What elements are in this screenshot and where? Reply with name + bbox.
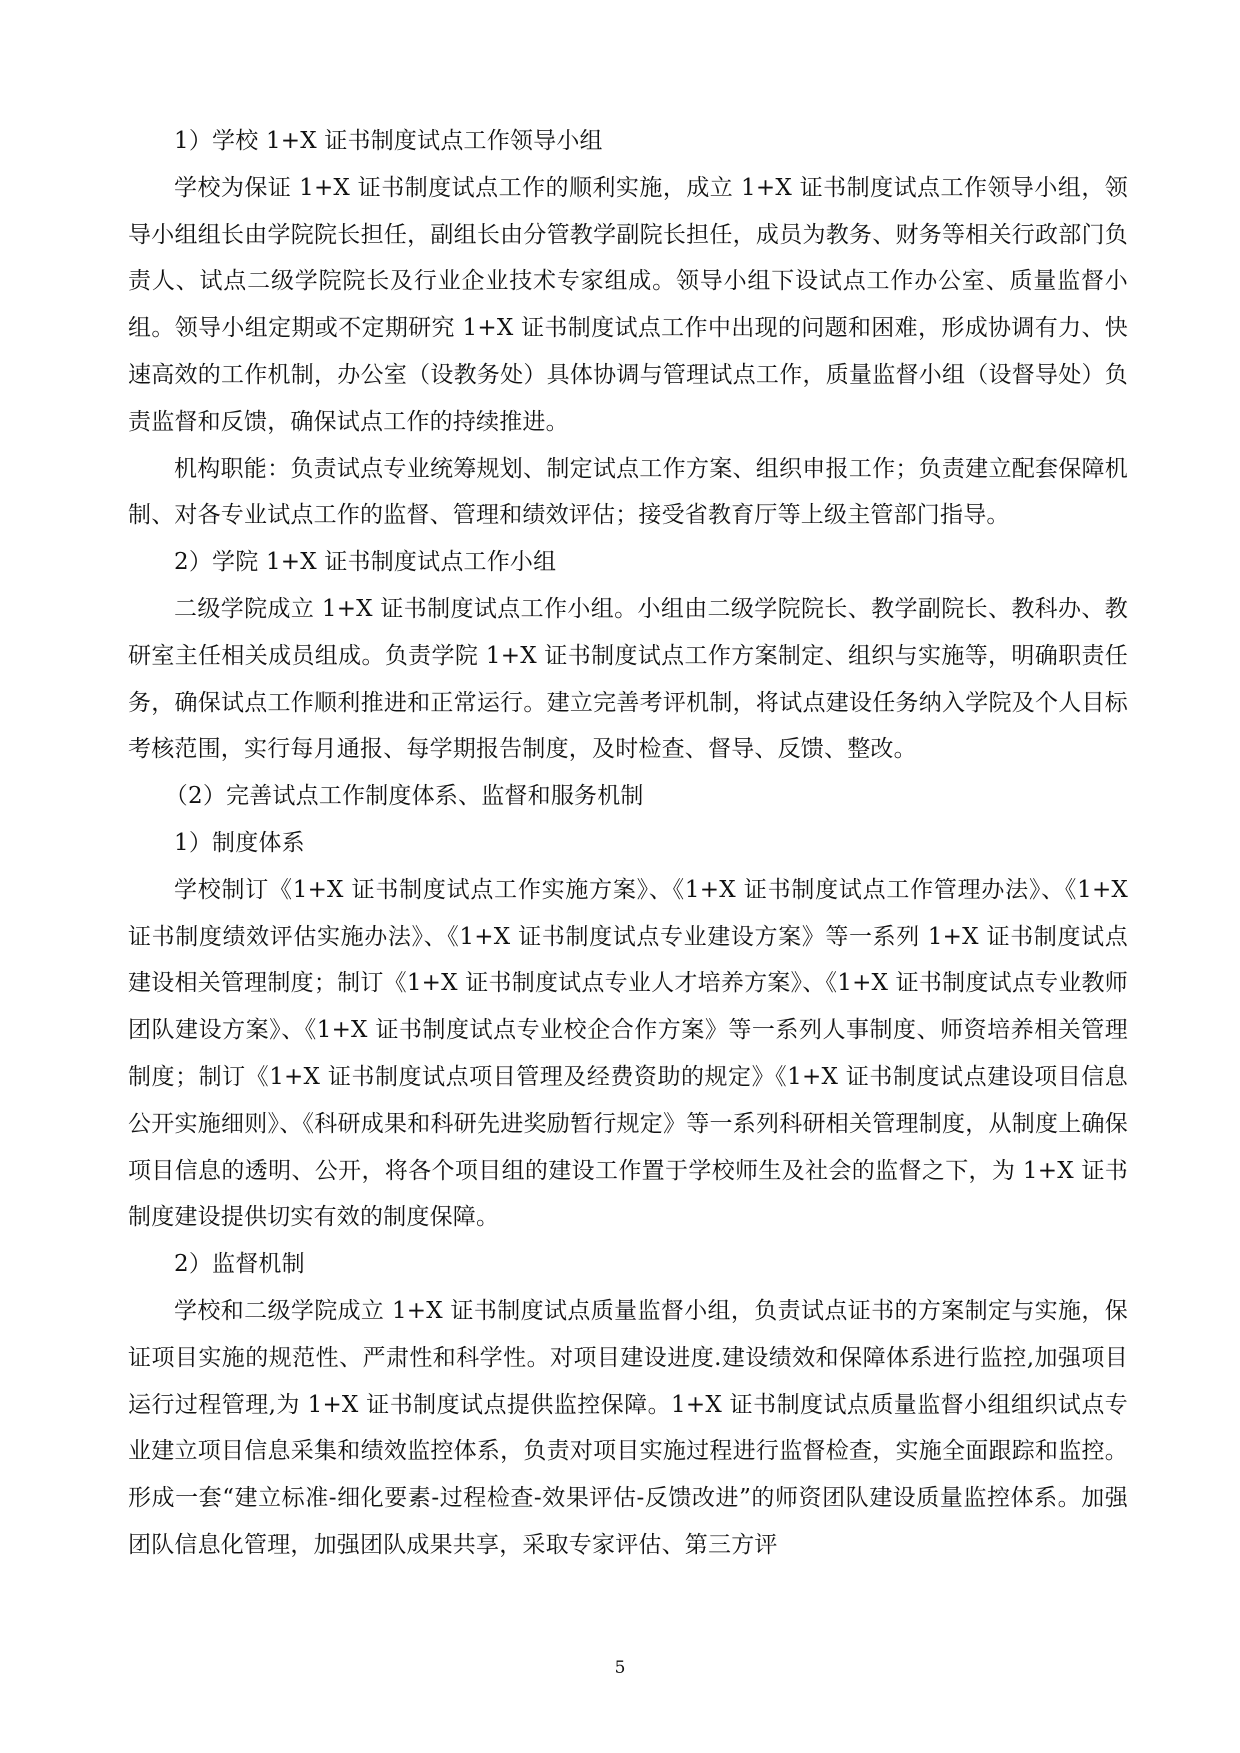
paragraph-leading-group-description: 学校为保证 1+X 证书制度试点工作的顺利实施，成立 1+X 证书制度试点工作领导小组，领导小组组长由学院院长担任，副组长由分管教学副院长担任，成员为教务、财务等相关行政部门负责人、试点二级学院院长及行业企业技术专家组成。领导小组下设试点工作办公室、质量监督小组。领导小组定期或不定期研究 1+X 证书制度试点工作中出现的问题和困难，形成协调有力、快速高效的工作机制，办公室（设教务处）具体协调与管理试点工作，质量监督小组（设督导处）负责监督和反馈，确保试点工作的持续推进。 — [128, 174, 1128, 435]
document-body — [128, 118, 1128, 1569]
paragraph-supervision-mechanism: 学校和二级学院成立 1+X 证书制度试点质量监督小组，负责试点证书的方案制定与实施，保证项目实施的规范性、严肃性和科学性。对项目建设进度.建设绩效和保障体系进行监控,加强项目运行过程管理,为 1+X 证书制度试点提供监控保障。1+X 证书制度试点质量监督小组组织试点专业建立项目信息采集和绩效监控体系，负责对项目实施过程进行监督检查，实施全面跟踪和监控。形成一套“建立标准-细化要素-过程检查-效果评估-反馈改进”的师资团队建设质量监控体系。加强团队信息化管理，加强团队成果共享，采取专家评估、第三方评 — [128, 1297, 1128, 1558]
paragraph-college-working-group: 二级学院成立 1+X 证书制度试点工作小组。小组由二级学院院长、教学副院长、教科办、教研室主任相关成员组成。负责学院 1+X 证书制度试点工作方案制定、组织与实施等，明确职责任务，确保试点工作顺利推进和正常运行。建立完善考评机制，将试点建设任务纳入学院及个人目标考核范围，实行每月通报、每学期报告制度，及时检查、督导、反馈、整改。 — [128, 595, 1128, 763]
page-number: 5 — [614, 1658, 626, 1678]
paragraph-system-regulations: 学校制订《1+X 证书制度试点工作实施方案》、《1+X 证书制度试点工作管理办法》、《1+X 证书制度绩效评估实施办法》、《1+X 证书制度试点专业建设方案》等一系列 1+X 证书制度试点建设相关管理制度；制订《1+X 证书制度试点专业人才培养方案》、《1+X 证书制度试点专业教师团队建设方案》、《1+X 证书制度试点专业校企合作方案》等一系列人事制度、师资培养相关管理制度；制订《1+X 证书制度试点项目管理及经费资助的规定》《1+X 证书制度试点建设项目信息公开实施细则》、《科研成果和科研先进奖励暂行规定》等一系列科研相关管理制度，从制度上确保项目信息的透明、公开，将各个项目组的建设工作置于学校师生及社会的监督之下，为 1+X 证书制度建设提供切实有效的制度保障。 — [128, 876, 1128, 1231]
section-heading-system: 1）制度体系 — [174, 829, 305, 856]
section-heading-college-working-group: 2）学院 1+X 证书制度试点工作小组 — [174, 549, 557, 576]
paragraph-institution-functions: 机构职能：负责试点专业统筹规划、制定试点工作方案、组织申报工作；负责建立配套保障机制、对各专业试点工作的监督、管理和绩效评估；接受省教育厅等上级主管部门指导。 — [128, 455, 1128, 529]
section-heading-improve-system: （2）完善试点工作制度体系、监督和服务机制 — [164, 783, 644, 810]
section-heading-school-leading-group: 1）学校 1+X 证书制度试点工作领导小组 — [174, 128, 603, 154]
section-heading-supervision: 2）监督机制 — [174, 1251, 305, 1278]
